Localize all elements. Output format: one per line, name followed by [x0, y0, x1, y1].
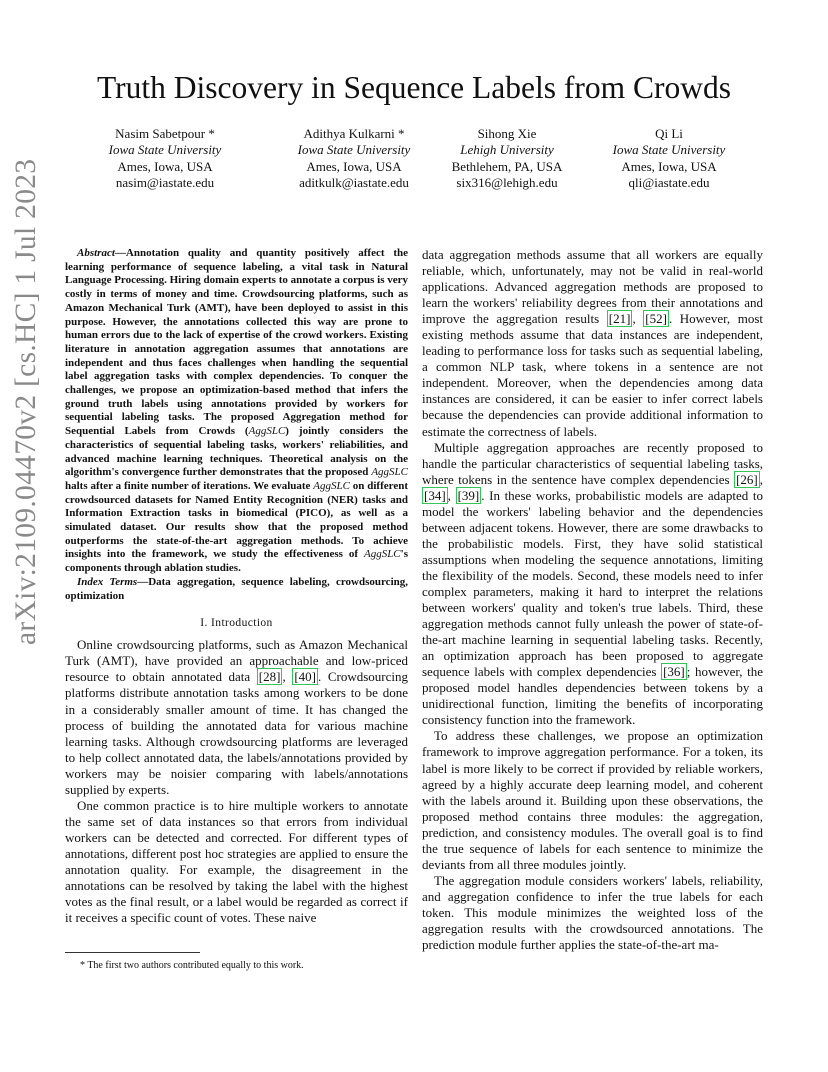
method-name: AggSLC: [248, 425, 286, 438]
paragraph: One common practice is to hire multiple workers to annotate the same set of data instances so that errors from individual workers can be detected and corrected. For different types of annotations, different post hoc strategies are applied to ensure the annotation quality. For example, the disagreement in the annotations can be resolved by taking the label with the highest votes as the final result, or a label would be regarded as correct if it receives a specific count of votes. These naive: [65, 797, 408, 926]
citation-link[interactable]: [34]: [424, 487, 446, 503]
author-name: Nasim Sabetpour *: [115, 126, 215, 141]
method-name: AggSLC: [363, 548, 401, 561]
right-column: [422, 247, 763, 953]
arxiv-identifier: arXiv:2109.04470v2 [cs.HC] 1 Jul 2023: [10, 158, 42, 645]
paragraph: Online crowdsourcing platforms, such as Amazon Mechanical Turk (AMT), have provided an approachable and low-priced resource to obtain annotated data [28] , [40] . Crowdsourcing platforms distribute annotation tasks among workers to be done in a considerably smaller amount of time. It has changed the process of building the annotated data for various machine learning tasks. Although crowdsourcing platforms are leveraged to help collect annotated data, the labels/annotations provided by workers may be noisier comparing with labels/annotations supplied by experts.: [65, 637, 408, 797]
author-name: Adithya Kulkarni *: [303, 126, 405, 141]
author-location: Bethlehem, PA, USA: [451, 158, 563, 174]
index-terms: Index Terms—Data aggregation, sequence labeling, crowdsourcing, optimization: [65, 575, 408, 602]
citation-link[interactable]: [36]: [663, 664, 685, 680]
author-location: Ames, Iowa, USA: [117, 158, 213, 174]
citation-link[interactable]: [26]: [736, 471, 758, 487]
abstract-heading: Abstract: [77, 247, 115, 259]
author-block: [269, 126, 439, 192]
citation-link[interactable]: [21]: [608, 311, 631, 327]
citation-link[interactable]: [39]: [457, 487, 480, 503]
paragraph: To address these challenges, we propose an optimization framework to improve aggregation performance. For a token, its label is more likely to be correct if provided by reliable workers, agreed by a highly accurate deep learning model, and coherent with the labels around it. Building upon these observations, the proposed method contains three modules: the aggregation, prediction, and consistency modules. The overall goal is to find the true sequence of labels for each sentence to minimize the deviants from all three modules jointly.: [422, 728, 763, 872]
left-column: [65, 247, 408, 926]
author-block: [80, 126, 250, 192]
author-email: six316@lehigh.edu: [456, 175, 558, 191]
citation-link[interactable]: [40]: [294, 669, 316, 685]
author-email: aditkulk@iastate.edu: [299, 175, 409, 191]
author-email: nasim@iastate.edu: [115, 175, 215, 191]
section-heading: I. Introduction: [200, 617, 273, 630]
author-name: Sihong Xie: [477, 126, 537, 141]
index-terms-heading: Index Terms: [77, 575, 138, 588]
author-block: [584, 126, 754, 192]
footnote: * The first two authors contributed equally to this work.: [80, 960, 304, 971]
author-affiliation: Lehigh University: [460, 142, 554, 158]
author-location: Ames, Iowa, USA: [621, 158, 717, 174]
paper-title: Truth Discovery in Sequence Labels from Crowds: [97, 70, 731, 105]
footnote-rule: [65, 952, 200, 953]
author-affiliation: Iowa State University: [297, 142, 411, 158]
author-block: [422, 126, 592, 192]
author-affiliation: Iowa State University: [612, 142, 726, 158]
method-name: AggSLC: [371, 466, 408, 479]
paragraph: Multiple aggregation approaches are recently proposed to handle the particular characteristics of sequential labeling tasks, where tokens in the sentence have complex dependencies [26] , [34] , [39] . In these works, probabilistic models are adapted to model the workers' labeling behavior and the dependencies between adjacent tokens. However, there are some drawbacks to the probabilistic models. First, they have solid statistical assumptions when modeling the sequence annotations, limiting the flexibility of the models. Second, these models need to infer complex parameters, making it hard to interpret the relations between workers' quality and token's true labels. Third, these aggregation methods cannot fully unleash the power of state-of-the-art machine learning in sequential labeling tasks. Recently, an optimization approach has been proposed to aggregate sequence labels with complex dependencies [36] ; however, the proposed model handles dependencies between tokens by a unidirectional function, limiting the benefits of incorporating consistency function into the framework.: [422, 439, 764, 728]
author-email: qli@iastate.edu: [628, 175, 710, 191]
citation-link[interactable]: [52]: [645, 311, 667, 327]
method-name: AggSLC: [313, 479, 350, 492]
paragraph: data aggregation methods assume that all workers are equally reliable, which, unfortunately, may not be valid in real-world applications. Advanced aggregation methods are proposed to learn the workers' reliability degrees from their annotations and improve the aggregation results [21] , [52] . However, most existing methods assume that data instances are independent, leading to performance loss for tasks such as sequential labeling, a common NLP task, where tokens in a sentence are not independent. Moreover, when the dependencies among data instances are considered, it can be easier to infer correct labels because the dependencies can provide additional information to estimate the correctness of labels.: [422, 247, 763, 439]
citation-link[interactable]: [28]: [258, 669, 281, 685]
author-location: Ames, Iowa, USA: [306, 158, 402, 174]
author-name: Qi Li: [655, 126, 683, 141]
abstract: Abstract—Annotation quality and quantity positively affect the learning performance of sequence labeling, a vital task in Natural Language Processing. Hiring domain experts to annotate a corpus is very costly in terms of money and time. Crowdsourcing platforms, such as Amazon Mechanical Turk (AMT), have been deployed to assist in this purpose. However, the annotations collected this way are prone to human errors due to the lack of expertise of the crowd workers. Existing literature in annotation aggregation assumes that annotations are independent and thus faces challenges when handling the sequential label aggregation tasks with complex dependencies. To conquer the challenges, we propose an optimization-based method that infers the ground truth labels using annotations provided by workers for sequential labeling tasks. The proposed Aggregation method for Sequential Labels from Crowds (AggSLC) jointly considers the characteristics of sequential labeling tasks, workers' reliabilities, and advanced machine learning techniques. Theoretical analysis on the algorithm's convergence further demonstrates that the proposed AggSLC halts after a finite number of iterations. We evaluate AggSLC on different crowdsourced datasets for Named Entity Recognition (NER) tasks and Information Extraction tasks in biomedical (PICO), as well as a simulated dataset. Our results show that the proposed method outperforms the state-of-the-art aggregation methods. To achieve insights into the framework, we study the effectiveness of AggSLC's components through ablation studies.: [65, 247, 409, 575]
paragraph: The aggregation module considers workers' labels, reliability, and aggregation confidence to infer the true labels for each token. This module minimizes the weighted loss of the aggregation results with the crowdsourced annotations. The prediction module further applies the state-of-the-art ma-: [422, 872, 763, 953]
author-affiliation: Iowa State University: [108, 142, 222, 158]
